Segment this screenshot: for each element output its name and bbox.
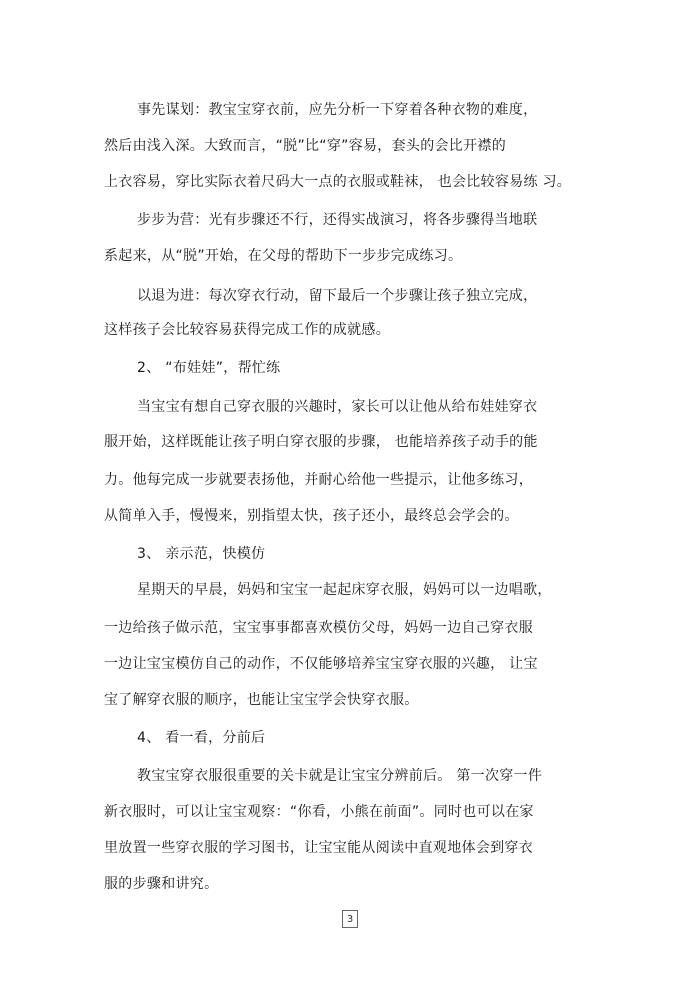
paragraph-line: 当宝宝有想自己穿衣服的兴趣时，家长可以让他从给布娃娃穿衣 [137, 399, 538, 415]
paragraph-line: 力。他每完成一步就要表扬他，并耐心给他一些提示，让他多练习， [104, 472, 533, 488]
paragraph-line: 新衣服时，可以让宝宝观察：“你看，小熊在前面”。同时也可以在家 [104, 804, 534, 820]
paragraph-line: 从简单入手，慢慢来，别指望太快，孩子还小，最终总会学会的。 [104, 508, 519, 524]
page-number: 3 [342, 910, 358, 928]
section-heading-4: 4、 看一看，分前后 [137, 730, 266, 746]
paragraph-line: 以退为进：每次穿衣行动，留下最后一个步骤让孩子独立完成， [137, 288, 538, 304]
paragraph-line: 星期天的早晨，妈妈和宝宝一起起床穿衣服，妈妈可以一边唱歌， [137, 582, 552, 598]
paragraph-line: 服的步骤和讲究。 [104, 876, 219, 892]
section-heading-2: 2、 “布娃娃”，帮忙练 [137, 360, 281, 376]
paragraph-line: 然后由浅入深。大致而言，“脱”比“穿”容易，套头的会比开襟的 [104, 138, 507, 154]
section-heading-3: 3、 亲示范，快模仿 [137, 546, 266, 562]
paragraph-line: 里放置一些穿衣服的学习图书，让宝宝能从阅读中直观地体会到穿衣 [104, 840, 533, 856]
paragraph-line: 系起来，从“脱”开始，在父母的帮助下一步步完成练习。 [104, 248, 463, 264]
paragraph-line: 事先谋划：教宝宝穿衣前，应先分析一下穿着各种衣物的难度， [137, 102, 538, 118]
paragraph-line: 一边给孩子做示范，宝宝事事都喜欢模仿父母，妈妈一边自己穿衣服 [104, 620, 533, 636]
paragraph-line: 宝了解穿衣服的顺序，也能让宝宝学会快穿衣服。 [104, 692, 419, 708]
paragraph-line: 这样孩子会比较容易获得完成工作的成就感。 [104, 322, 390, 338]
paragraph-line: 步步为营：光有步骤还不行，还得实战演习，将各步骤得当地联 [137, 212, 538, 228]
paragraph-line: 教宝宝穿衣服很重要的关卡就是让宝宝分辨前后。 第一次穿一件 [137, 768, 543, 784]
paragraph-line: 服开始，这样既能让孩子明白穿衣服的步骤， 也能培养孩子动手的能 [104, 434, 538, 450]
paragraph-line: 上衣容易，穿比实际衣着尺码大一点的衣服或鞋袜， 也会比较容易练 习。 [104, 174, 572, 190]
paragraph-line: 一边让宝宝模仿自己的动作，不仅能够培养宝宝穿衣服的兴趣， 让宝 [104, 656, 538, 672]
